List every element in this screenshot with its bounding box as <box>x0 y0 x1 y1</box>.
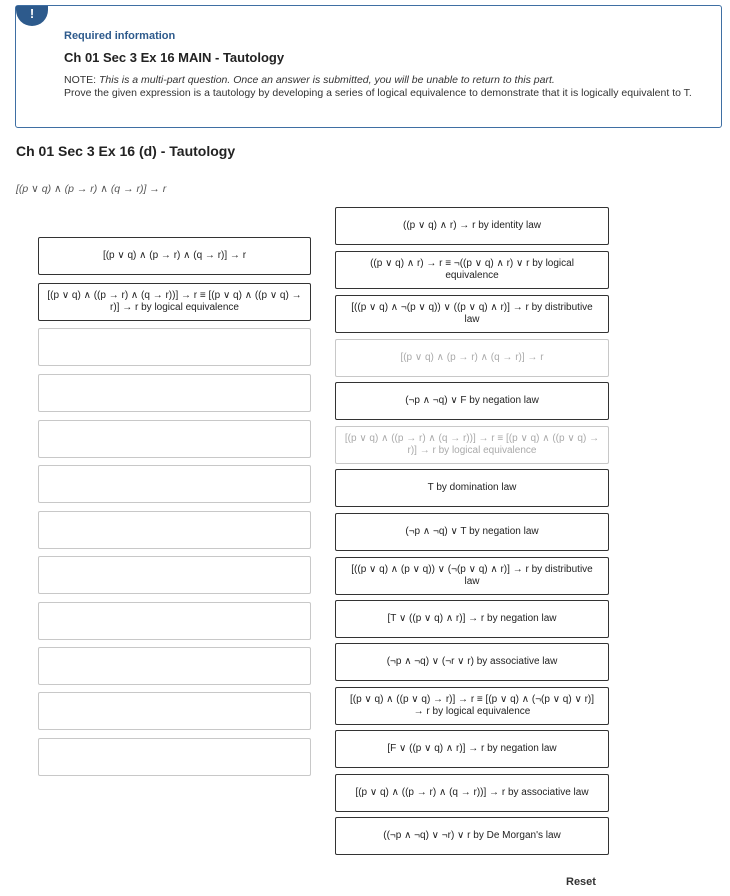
answer-slot[interactable] <box>38 511 311 549</box>
answer-slot[interactable] <box>38 420 311 458</box>
option-card-text: ((p ∨ q) ∧ r) → r by identity law <box>403 220 541 231</box>
option-card[interactable] <box>335 730 609 768</box>
option-card-text: [(p ∨ q) ∧ (p → r) ∧ (q → r)] → r <box>400 352 544 363</box>
option-card-text: T by domination law <box>427 482 517 493</box>
option-card-text: (¬p ∧ ¬q) ∨ T by negation law <box>405 526 539 537</box>
note-prefix: NOTE: <box>64 74 100 86</box>
answer-slot-text <box>39 739 310 775</box>
given-expression: [(p ∨ q) ∧ (p → r) ∧ (q → r)] → r <box>16 183 167 195</box>
option-card[interactable] <box>335 600 609 638</box>
answer-slot[interactable] <box>38 374 311 412</box>
option-card-text: ((p ∨ q) ∧ r) → r ≡ ¬((p ∨ q) ∧ r) ∨ r by logical equivalence <box>370 258 574 281</box>
answer-slot-text: [(p ∨ q) ∧ ((p → r) ∧ (q → r))] → r ≡ [(p ∨ q) ∧ ((p ∨ q) → r)] → r by logical equivalence <box>47 290 302 313</box>
answer-slot-text <box>39 466 310 502</box>
answer-slot[interactable] <box>38 647 311 685</box>
question-title: Ch 01 Sec 3 Ex 16 (d) - Tautology <box>16 143 236 159</box>
answer-slot[interactable] <box>38 465 311 503</box>
answer-slot[interactable] <box>38 556 311 594</box>
option-card[interactable] <box>335 251 609 289</box>
option-card-text: [(p ∨ q) ∧ ((p → r) ∧ (q → r))] → r ≡ [(p ∨ q) ∧ ((p ∨ q) → r)] → r by logical equivalence <box>344 433 600 456</box>
answer-slot-text <box>39 512 310 548</box>
option-card-text: (¬p ∧ ¬q) ∨ (¬r ∨ r) by associative law <box>386 656 558 667</box>
option-card <box>335 426 609 464</box>
option-card-text: [(p ∨ q) ∧ ((p → r) ∧ (q → r))] → r by associative law <box>355 787 589 798</box>
option-card-text: [((p ∨ q) ∧ ¬(p ∨ q)) ∨ ((p ∨ q) ∧ r)] → r by distributive law <box>351 302 593 325</box>
answer-slot-text: [(p ∨ q) ∧ (p → r) ∧ (q → r)] → r <box>102 250 247 261</box>
option-card[interactable] <box>335 469 609 507</box>
answer-slot[interactable] <box>38 602 311 640</box>
answer-slot-text <box>39 421 310 457</box>
option-card-text: (¬p ∧ ¬q) ∨ F by negation law <box>405 395 539 406</box>
option-card-text: [(p ∨ q) ∧ ((p ∨ q) → r)] → r ≡ [(p ∨ q) ∧ (¬(p ∨ q) ∨ r)] → r by logical equivalence <box>349 694 595 717</box>
option-card[interactable] <box>335 817 609 855</box>
option-card-text: [((p ∨ q) ∧ (p ∨ q)) ∨ (¬(p ∨ q) ∧ r)] → r by distributive law <box>351 564 593 587</box>
answer-slot[interactable] <box>38 237 311 275</box>
required-info-label: Required information <box>64 30 176 42</box>
answer-slot-text <box>39 603 310 639</box>
required-info-box <box>15 5 722 128</box>
note-italic: This is a multi-part question. Once an answer is submitted, you will be unable to return to this part. <box>99 74 555 86</box>
note-text <box>64 74 714 100</box>
option-card-text: [F ∨ ((p ∨ q) ∧ r)] → r by negation law <box>387 743 557 754</box>
answer-slot[interactable] <box>38 692 311 730</box>
reset-button[interactable]: Reset <box>566 876 596 888</box>
answer-slot-text <box>39 648 310 684</box>
option-card-text: ((¬p ∧ ¬q) ∨ ¬r) ∨ r by De Morgan's law <box>383 830 561 841</box>
option-card-text: [T ∨ ((p ∨ q) ∧ r)] → r by negation law <box>387 613 557 624</box>
answer-slot[interactable] <box>38 283 311 321</box>
answer-slot[interactable] <box>38 738 311 776</box>
option-card[interactable] <box>335 643 609 681</box>
alert-icon: ! <box>16 6 48 26</box>
option-card[interactable] <box>335 687 609 725</box>
option-card[interactable] <box>335 382 609 420</box>
answer-slot-text <box>39 375 310 411</box>
answer-slot-text <box>39 693 310 729</box>
option-card[interactable] <box>335 557 609 595</box>
answer-slot[interactable] <box>38 328 311 366</box>
option-card[interactable] <box>335 774 609 812</box>
answer-slot-text <box>39 557 310 593</box>
option-card[interactable] <box>335 513 609 551</box>
option-card[interactable] <box>335 295 609 333</box>
main-title: Ch 01 Sec 3 Ex 16 MAIN - Tautology <box>64 50 285 65</box>
answer-slot-text <box>39 329 310 365</box>
prompt-text: Prove the given expression is a tautology by developing a series of logical equivalence to demonstrate that it is logically equivalent to T. <box>64 87 692 99</box>
option-card[interactable] <box>335 207 609 245</box>
option-card <box>335 339 609 377</box>
